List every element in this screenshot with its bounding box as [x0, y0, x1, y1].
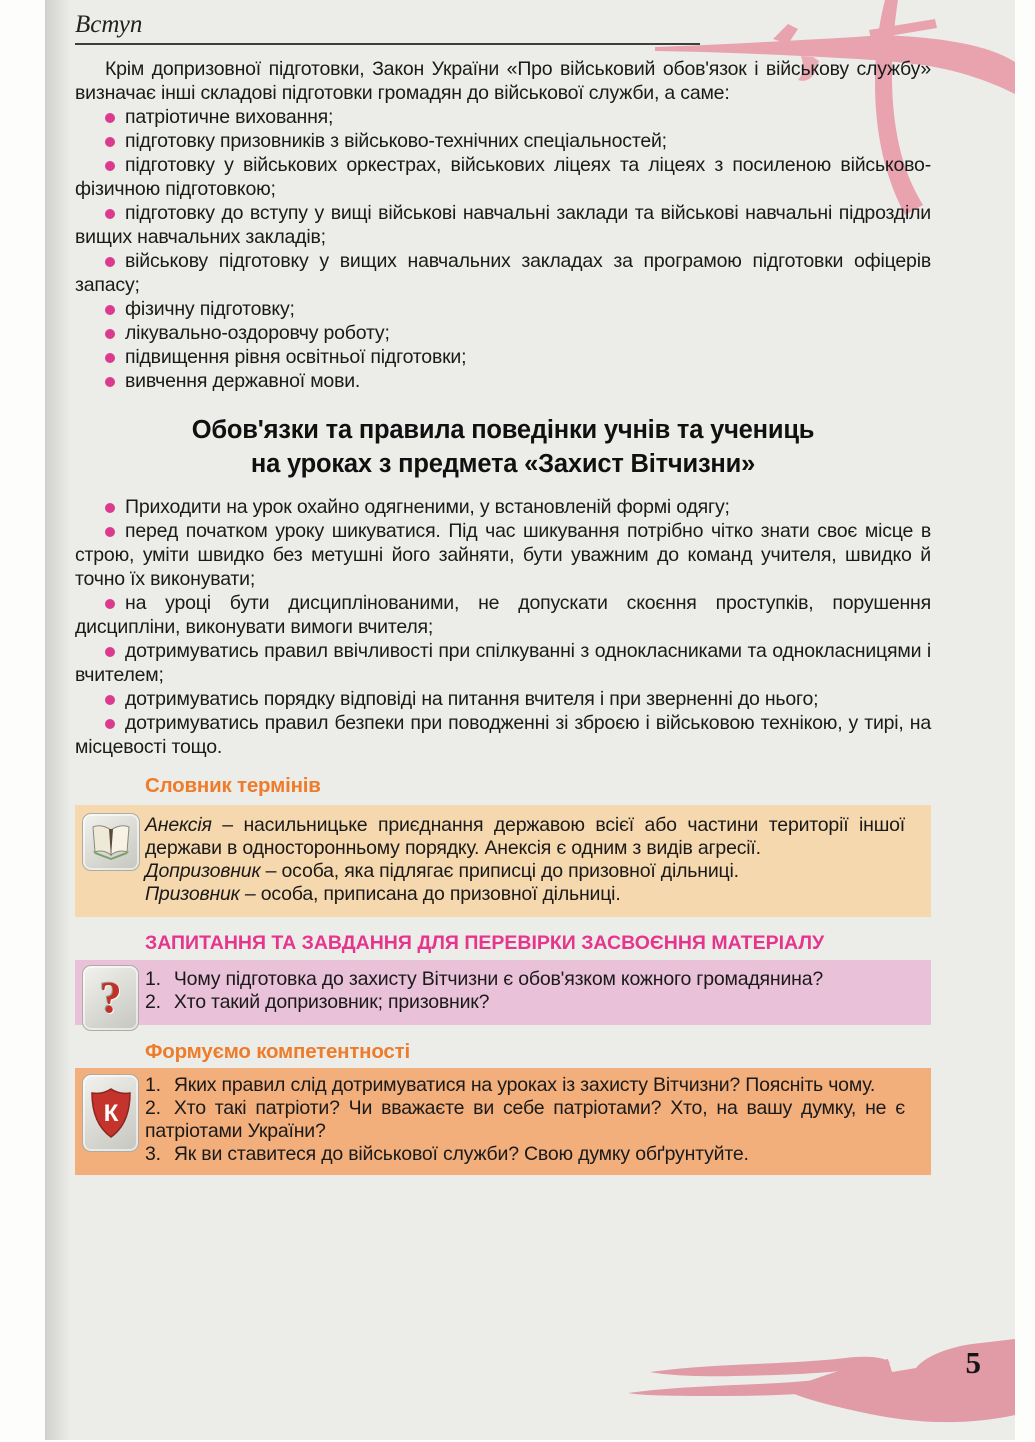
competencies-box [75, 1068, 931, 1175]
glossary-box [75, 805, 931, 917]
bullet-item: підготовку призовників з військово-технічних спеціальностей; [75, 129, 931, 153]
bullet-item: підготовку до вступу у вищі військові навчальні заклади та військові навчальні підрозділи вищих навчальних закладів; [75, 202, 931, 248]
competency-item: Яких правил слід дотримуватися на уроках із захисту Вітчизни? Поясніть чому. [173, 1074, 876, 1096]
bullet-item: військову підготовку у вищих навчальних закладах за програмою підготовки офіцерів запасу; [75, 250, 931, 296]
competency-item: Хто такі патріоти? Чи вважаєте ви себе патріотами? Хто, на вашу думку, не є патріотами України? [145, 1097, 905, 1142]
bullet-dot-icon [105, 377, 115, 387]
bullet-item: фізичну підготовку; [75, 297, 931, 321]
bullet-dot-icon [105, 257, 115, 267]
questions-heading: ЗАПИТАННЯ ТА ЗАВДАННЯ ДЛЯ ПЕРЕВІРКИ ЗАСВОЄННЯ МАТЕРІАЛУ [145, 932, 825, 954]
page-number: 5 [965, 1345, 981, 1380]
bullet-item: Приходити на урок охайно одягненими, у встановленій формі одягу; [75, 495, 931, 519]
glossary-entry: Анексія – насильницьке приєднання державою всієї або частини території іншої держави в односторонньому порядку. Анексія є одним з видів агресії. [145, 814, 905, 859]
bullet-dot-icon [105, 719, 115, 729]
section-heading: Обов'язки та правила поведінки учнів та учениць на уроках з предмета «Захист Вітчизни» [191, 416, 815, 478]
open-book-icon [82, 813, 140, 871]
competency-items [145, 1074, 905, 1166]
question-item: Хто такий допризовник; призовник? [173, 991, 490, 1013]
bullet-dot-icon [105, 305, 115, 315]
glossary-entry: Призовник – особа, приписана до призовної дільниці. [145, 883, 621, 905]
bullet-item: дотримуватись правил безпеки при поводженні зі зброєю і військовою технікою, у тирі, на місцевості тощо. [75, 712, 931, 758]
intro-paragraph: Крім допризовної підготовки, Закон України «Про військовий обов'язок і військову службу» визначає інші складові підготовки громадян до військової служби, а саме: [75, 58, 931, 104]
brush-swoosh-icon [620, 1325, 1015, 1437]
question-mark-icon: ? [82, 965, 139, 1031]
competency-shield-icon [82, 1074, 139, 1152]
bullet-dot-icon [105, 329, 115, 339]
textbook-page [45, 0, 1015, 1440]
glossary-entries [145, 814, 905, 906]
page-content [75, 10, 931, 1175]
bullet-item: вивчення державної мови. [75, 369, 931, 393]
running-head-rule [75, 43, 700, 45]
bullet-dot-icon [105, 527, 115, 537]
bullet-dot-icon [105, 209, 115, 219]
bullet-dot-icon [105, 113, 115, 123]
competencies-heading: Формуємо компетентності [145, 1040, 410, 1063]
bullet-dot-icon [105, 695, 115, 705]
bullet-item: підвищення рівня освітньої підготовки; [75, 345, 931, 369]
bullet-item: підготовку у військових оркестрах, військових ліцеях та ліцеях з посиленою військово-фізичною підготовкою; [75, 154, 931, 200]
brush-swoosh-decoration [620, 1325, 1015, 1437]
bullet-item: патріотичне виховання; [75, 105, 931, 129]
svg-text:К: К [103, 1100, 118, 1127]
rules-list [75, 495, 931, 759]
competency-item: Як ви ставитеся до військової служби? Свою думку обґрунтуйте. [173, 1143, 749, 1165]
bullet-item: перед початком уроку шикуватися. Під час шикування потрібно чітко знати своє місце в строю, уміти швидко без метушні його зайняти, бути уважним до команд учителя, швидко й точно їх виконувати; [75, 520, 931, 590]
bullet-item: лікувально-оздоровчу роботу; [75, 321, 931, 345]
questions-box [75, 960, 931, 1025]
bullet-dot-icon [105, 647, 115, 657]
glossary-entry: Допризовник – особа, яка підлягає приписці до призовної дільниці. [145, 860, 739, 882]
bullet-dot-icon [105, 599, 115, 609]
bullet-dot-icon [105, 137, 115, 147]
page-left-shadow [45, 0, 71, 1440]
running-head: Вступ [75, 11, 143, 38]
question-item: Чому підготовка до захисту Вітчизни є обов'язком кожного громадянина? [173, 968, 824, 990]
bullet-item: дотримуватись порядку відповіді на питання вчителя і при зверненні до нього; [75, 687, 931, 711]
bullet-dot-icon [105, 161, 115, 171]
question-items [145, 968, 905, 1014]
bullet-item: на уроці бути дисциплінованими, не допускати скоєння проступків, порушення дисципліни, виконувати вимоги вчителя; [75, 592, 931, 638]
bullet-dot-icon [105, 503, 115, 513]
bullet-dot-icon [105, 353, 115, 363]
bullet-item: дотримуватись правил ввічливості при спілкуванні з однокласниками та однокласницями і вчителем; [75, 640, 931, 686]
glossary-heading: Словник термінів [145, 774, 321, 797]
service-components-list [75, 105, 931, 393]
